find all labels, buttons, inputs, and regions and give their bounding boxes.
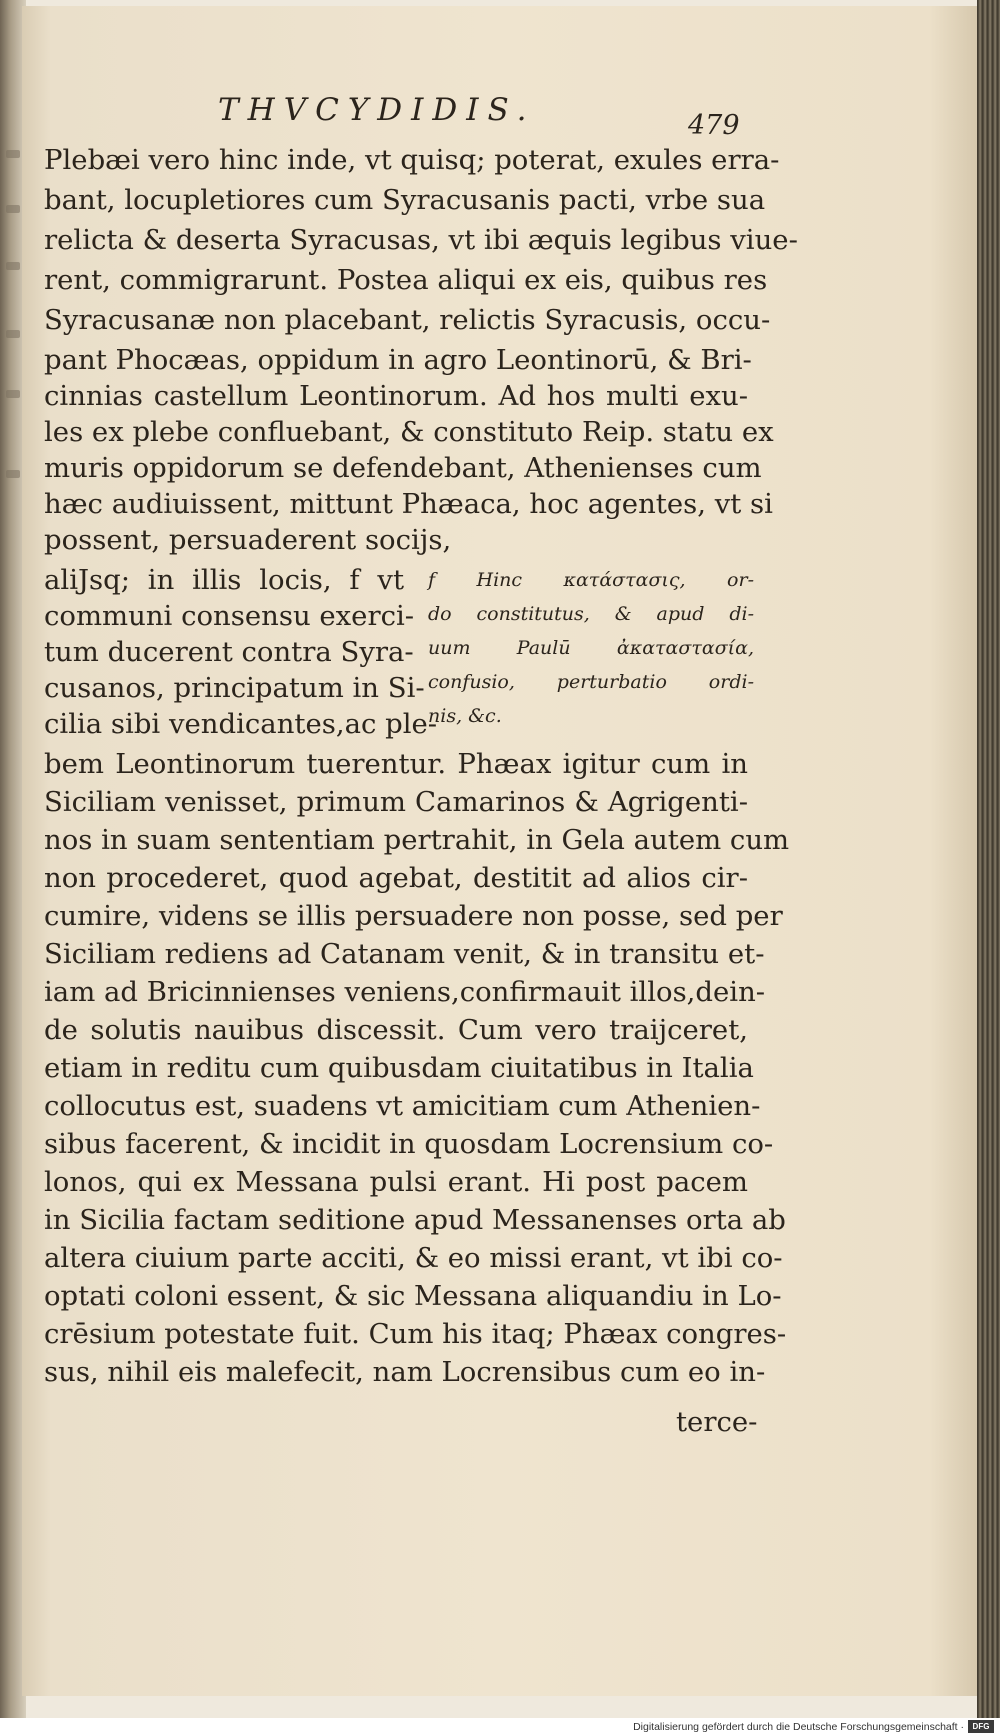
- body-line: rent, commigrarunt. Postea aliqui ex eis, quibus res: [44, 264, 768, 296]
- body-line: bant, locupletiores cum Syracusanis pacti, vrbe sua: [44, 184, 766, 216]
- body-line: altera ciuium parte acciti, & eo missi erant, vt ibi co-: [44, 1242, 783, 1274]
- body-line: Plebæi vero hinc inde, vt quisq; poterat, exules erra-: [44, 144, 780, 176]
- body-line: hæc audiuissent, mittunt Phæaca, hoc agentes, vt si: [44, 488, 773, 520]
- body-line: Siciliam venisset, primum Camarinos & Agrigenti-: [44, 786, 748, 818]
- body-line: Syracusanæ non placebant, relictis Syracusis, occu-: [44, 304, 771, 336]
- running-title: THVCYDIDIS.: [218, 92, 536, 128]
- gutter-mark: [6, 330, 20, 338]
- body-line: optati coloni essent, & sic Messana aliquandiu in Lo-: [44, 1280, 782, 1312]
- body-line: sibus facerent, & incidit in quosdam Locrensium co-: [44, 1128, 774, 1160]
- body-line: muris oppidorum se defendebant, Athenienses cum: [44, 452, 762, 484]
- body-line: etiam in reditu cum quibusdam ciuitatibus in Italia: [44, 1052, 754, 1084]
- body-line: pant Phocæas, oppidum in agro Leontinorū, & Bri-: [44, 344, 752, 376]
- gutter-mark: [6, 390, 20, 398]
- body-line: crēsium potestate fuit. Cum his itaq; Phæax congres-: [44, 1318, 787, 1350]
- body-line: relicta & deserta Syracusas, vt ibi æquis legibus viue-: [44, 224, 798, 256]
- column-line: tum ducerent contra Syra-: [44, 636, 414, 668]
- body-line: iam ad Bricinnienses veniens,confirmauit illos,dein-: [44, 976, 766, 1008]
- gutter-mark: [6, 470, 20, 478]
- body-line: cumire, videns se illis persuadere non posse, sed per: [44, 900, 783, 932]
- dfg-logo: DFG: [968, 1720, 994, 1733]
- body-line: Siciliam rediens ad Catanam venit, & in transitu et-: [44, 938, 765, 970]
- body-line: possent, persuaderent socijs,: [44, 524, 452, 556]
- note-line: confusio, perturbatio ordi-: [428, 671, 754, 693]
- column-line: cilia sibi vendicantes,ac ple-: [44, 708, 438, 740]
- column-line: aliJsq; in illis locis, f vt: [44, 564, 404, 596]
- body-line: bem Leontinorum tuerentur. Phæax igitur cum in: [44, 748, 748, 780]
- body-line: lonos, qui ex Messana pulsi erant. Hi post pacem: [44, 1166, 748, 1198]
- column-line: communi consensu exerci-: [44, 600, 415, 632]
- digitization-credit: Digitalisierung gefördert durch die Deutsche Forschungsgemeinschaft ·: [633, 1721, 964, 1733]
- fore-edge: [977, 0, 1000, 1735]
- body-line: cinnias castellum Leontinorum. Ad hos multi exu-: [44, 380, 748, 412]
- page-number: 479: [688, 110, 740, 141]
- body-line: non procederet, quod agebat, destitit ad alios cir-: [44, 862, 748, 894]
- catchword: terce-: [676, 1406, 758, 1438]
- gutter-mark: [6, 262, 20, 270]
- note-line: uum Paulū ἀκαταστασία,: [428, 637, 754, 659]
- body-line: sus, nihil eis malefecit, nam Locrensibus cum eo in-: [44, 1356, 766, 1388]
- gutter-mark: [6, 150, 20, 158]
- body-line: de solutis nauibus discessit. Cum vero traijceret,: [44, 1014, 748, 1046]
- body-line: nos in suam sententiam pertrahit, in Gela autem cum: [44, 824, 790, 856]
- body-line: in Sicilia factam seditione apud Messanenses orta ab: [44, 1204, 786, 1236]
- note-line: nis, &c.: [428, 705, 502, 727]
- note-line: do constitutus, & apud di-: [428, 603, 754, 625]
- column-line: cusanos, principatum in Si-: [44, 672, 425, 704]
- body-line: collocutus est, suadens vt amicitiam cum Athenien-: [44, 1090, 761, 1122]
- gutter-mark: [6, 205, 20, 213]
- note-line: f Hinc κατάστασις, or-: [428, 569, 754, 591]
- body-line: les ex plebe confluebant, & constituto Reip. statu ex: [44, 416, 774, 448]
